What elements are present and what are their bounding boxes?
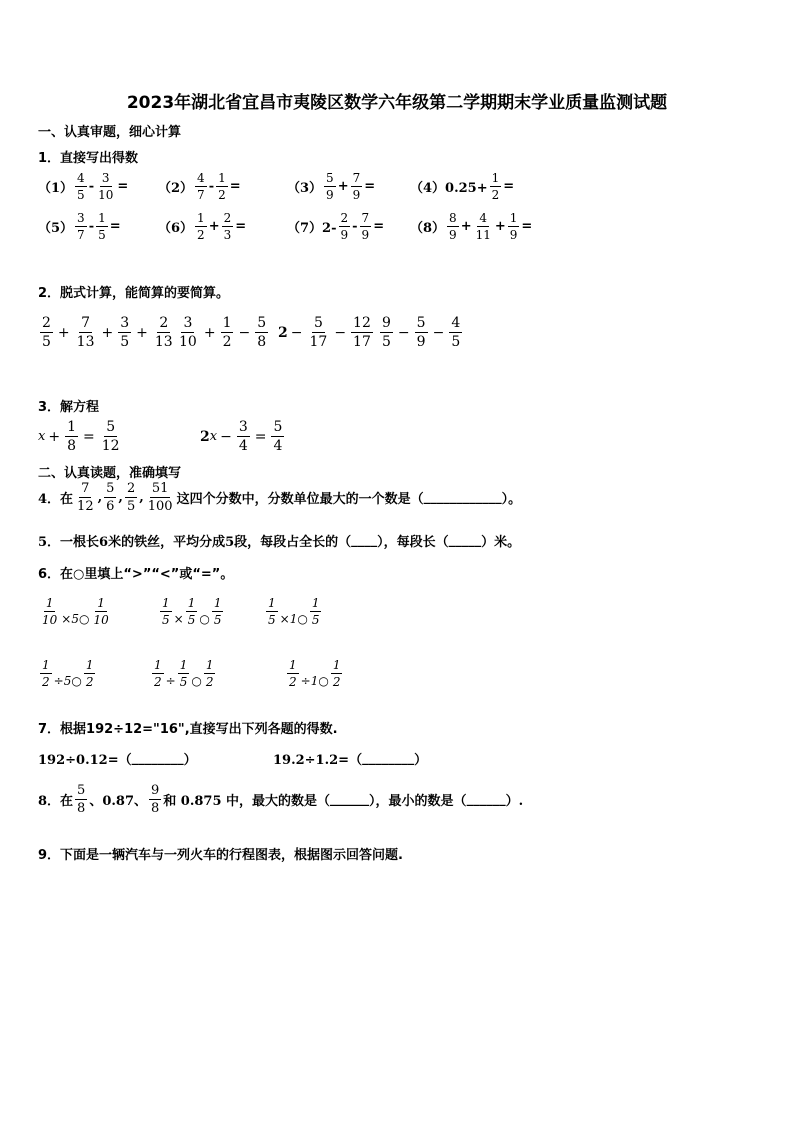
q2-expression-4: $\frac{9}{5}$ − $\frac{5}{9}$ − $\frac{4}{5}$	[382, 315, 461, 350]
q6-compare-6: $\frac{1}{2}$ ÷1 ○ $\frac{1}{2}$	[289, 658, 341, 689]
q1-label: 1．直接写出得数	[38, 151, 139, 166]
answer-circle[interactable]: ○	[78, 612, 90, 626]
q8-blank-1[interactable]: ______	[330, 792, 370, 807]
q2-expression-3: 2 − $\frac{5}{17}$ − $\frac{12}{17}$	[278, 315, 371, 350]
q5-blank-1[interactable]: ____	[351, 533, 378, 548]
answer-circle[interactable]: ○	[199, 612, 210, 626]
q7-label: 7．根据192÷12="16",直接写出下列各题的得数.	[38, 722, 338, 737]
section-2-heading: 二、认真读题，准确填写	[38, 466, 182, 481]
q1-item-3: （3） $\frac{5}{9}$ + $\frac{7}{9}$ =	[287, 171, 376, 202]
q3-equation-1: x + $\frac{1}{8}$ = $\frac{5}{12}$	[38, 419, 120, 454]
q1-item-6: （6） $\frac{1}{2}$ + $\frac{2}{3}$ =	[158, 211, 247, 242]
q6-compare-3: $\frac{1}{5}$ ×1 ○ $\frac{1}{5}$	[268, 596, 320, 627]
page-title: 2023年湖北省宜昌市夷陵区数学六年级第二学期期末学业质量监测试题	[126, 93, 668, 113]
q8: 8．在 $\frac{5}{8}$ 、0.87、 $\frac{9}{8}$ 和 0.875 中，最大的数是（ ______ ），最小的数是（ ______ ）.	[38, 783, 524, 816]
q6-label: 6．在○里填上“>”“<”或“=”。	[38, 567, 234, 582]
q4-blank[interactable]: ____________	[423, 490, 502, 505]
q6-compare-1: $\frac{1}{10}$ ×5 ○ $\frac{1}{10}$	[42, 596, 109, 627]
q7-blank-b[interactable]: ________	[362, 751, 415, 766]
answer-circle[interactable]: ○	[71, 674, 82, 688]
q4: 4．在 $\frac{7}{12}$ , $\frac{5}{6}$ , $\frac{2}{5}$ , $\frac{51}{100}$ 这四个分数中，分数单位最大的一个数是（ ____________ ）。	[38, 481, 522, 514]
q7-item-a: 192÷0.12=（ ________ ）	[38, 751, 197, 768]
q5: 5．一根长6米的铁丝，平均分成5段，每段占全长的（ ____ ），每段长（ _____ ）米。	[38, 533, 521, 550]
q1-item-8: （8） $\frac{8}{9}$ + $\frac{4}{11}$ + $\frac{1}{9}$ =	[410, 211, 533, 242]
q1-item-4: （4）0.25+ $\frac{1}{2}$ =	[410, 171, 515, 202]
q6-compare-4: $\frac{1}{2}$ ÷5 ○ $\frac{1}{2}$	[42, 658, 94, 689]
q7-item-b: 19.2÷1.2=（ ________ ）	[273, 751, 428, 768]
answer-circle[interactable]: ○	[191, 674, 202, 688]
q8-blank-2[interactable]: ______	[466, 792, 506, 807]
q3-label: 3．解方程	[38, 400, 100, 415]
answer-circle[interactable]: ○	[318, 674, 329, 688]
q3-equation-2: 2 x − $\frac{3}{4}$ = $\frac{5}{4}$	[200, 419, 283, 454]
q2-label: 2．脱式计算，能简算的要简算。	[38, 286, 230, 301]
q1-item-7: （7）2- $\frac{2}{9}$ - $\frac{7}{9}$ =	[287, 211, 385, 242]
q5-blank-2[interactable]: _____	[448, 533, 482, 548]
q7-blank-a[interactable]: ________	[131, 751, 184, 766]
answer-circle[interactable]: ○	[297, 612, 308, 626]
q1-item-5: （5） $\frac{3}{7}$ - $\frac{1}{5}$ =	[38, 211, 121, 242]
q1-item-1: （1） $\frac{4}{5}$ - $\frac{3}{10}$ =	[38, 171, 129, 202]
q9-label: 9．下面是一辆汽车与一列火车的行程图表，根据图示回答问题.	[38, 848, 403, 863]
q2-expression-2: $\frac{3}{10}$ + $\frac{1}{2}$ − $\frac{5}{8}$	[179, 315, 267, 350]
q1-item-2: （2） $\frac{4}{7}$ - $\frac{1}{2}$ =	[158, 171, 241, 202]
q2-expression-1: $\frac{2}{5}$ + $\frac{7}{13}$ + $\frac{3}{5}$ + $\frac{2}{13}$	[42, 315, 173, 350]
section-1-heading: 一、认真审题，细心计算	[38, 125, 182, 140]
q6-compare-5: $\frac{1}{2}$ ÷ $\frac{1}{5}$ ○ $\frac{1}{2}$	[154, 658, 214, 689]
q6-compare-2: $\frac{1}{5}$ × $\frac{1}{5}$ ○ $\frac{1}{5}$	[162, 596, 222, 627]
